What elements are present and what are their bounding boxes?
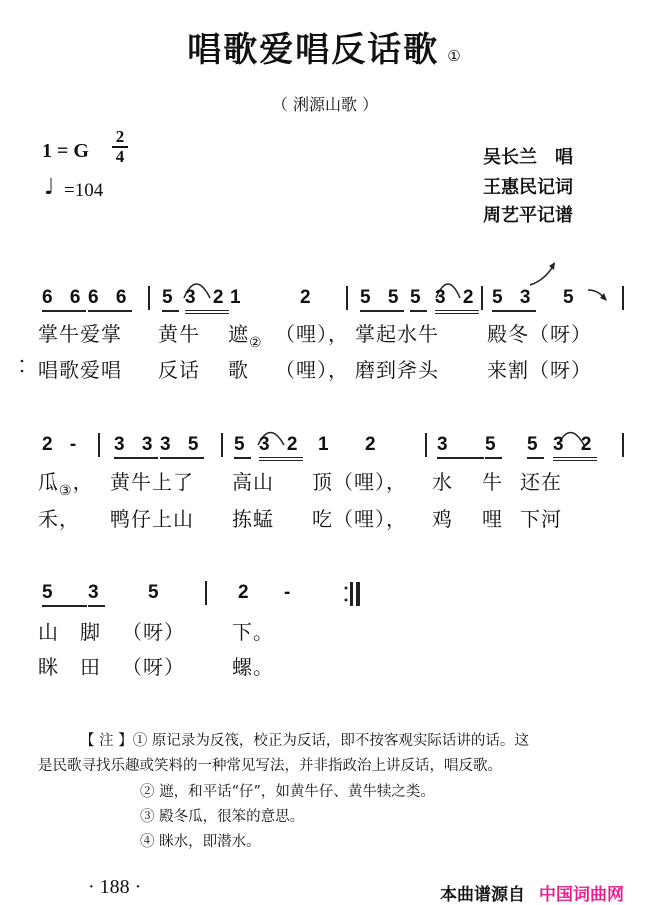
text: ② — [249, 335, 263, 351]
text: 遮 — [228, 322, 249, 346]
note-group: 5 — [162, 287, 179, 312]
text: ③ 殿冬瓜，很笨的意思。 — [140, 809, 305, 825]
barline — [148, 286, 150, 310]
note-group: 3 2 — [553, 434, 597, 461]
lyric: 下。 — [232, 620, 274, 644]
note-group: 6 6 — [42, 287, 86, 312]
barline — [622, 433, 624, 457]
lyric: 还在 — [520, 470, 562, 494]
text: ③ — [59, 483, 73, 499]
key-signature: 1 = G — [42, 140, 89, 162]
text: 【 注 】① 原记录为反筏，校正为反话，即不按客观实际话讲的话。这 — [80, 733, 529, 749]
lyric: 歌 — [228, 358, 249, 382]
lyric: 鸡 — [432, 507, 453, 531]
lyric: 拣蜢 — [232, 507, 274, 531]
lyric: （哩）， — [275, 358, 349, 382]
credit-score: 周艺平记谱 — [483, 205, 573, 226]
lyric: 唱歌爱唱 — [38, 358, 122, 382]
note-group: 2 — [238, 582, 255, 603]
subtitle: （ 浰源山歌 ） — [271, 95, 379, 114]
lyric: 鸭仔上山 — [110, 507, 194, 531]
note-group: 2 — [300, 287, 317, 308]
note-group: 5 3 — [492, 287, 536, 312]
text: 4 — [112, 146, 128, 166]
note-group: 5 5 — [360, 287, 404, 312]
barline — [425, 433, 427, 457]
lyric: 来割（呀） — [487, 358, 592, 382]
note-group: 5 — [42, 582, 87, 607]
text: 唱歌爱唱反话歌 — [187, 30, 440, 70]
lyric: 黄牛 — [158, 322, 200, 346]
barline — [622, 286, 624, 310]
barline — [481, 286, 483, 310]
note-group: 5 — [148, 582, 165, 603]
note-group: 2 — [365, 434, 382, 455]
lyric: 高山 — [232, 470, 274, 494]
text: ， — [72, 470, 94, 494]
note-group: 5 — [234, 434, 251, 459]
barline — [346, 286, 348, 310]
lyric: （哩）， — [275, 322, 349, 346]
barline — [205, 581, 207, 605]
text: 2 — [115, 127, 125, 146]
tempo: =104 — [64, 180, 104, 201]
lyric: 黄牛上了 — [110, 470, 194, 494]
quarter-note-icon: ♩ — [44, 175, 55, 200]
note-group: - — [284, 582, 297, 603]
credit-lyrics: 王惠民记词 — [483, 177, 573, 198]
lyric: 磨到斧头 — [355, 358, 439, 382]
note-group: 6 6 — [88, 287, 132, 312]
lyric: 掌起水牛 — [355, 322, 439, 346]
lyric: 脚 — [80, 620, 101, 644]
lyric: 眯 — [38, 655, 59, 679]
page-number: · 188 · — [88, 876, 142, 898]
note-group: 1 — [230, 287, 247, 308]
lyric: （呀） — [122, 655, 185, 679]
lyric: 下河 — [520, 507, 562, 531]
text: 是民歌寻找乐趣或笑料的一种常见写法，并非指政治上讲反话，唱反歌。 — [38, 758, 502, 774]
note-group: 3 2 — [435, 287, 479, 314]
lyric: （呀） — [122, 620, 185, 644]
lyric: 山 — [38, 620, 59, 644]
lyric: 禾， — [38, 507, 80, 531]
note-group: 1 — [318, 434, 335, 455]
note-group: 5 — [485, 434, 502, 459]
barline — [221, 433, 223, 457]
lyric: 反话 — [158, 358, 200, 382]
text: 本曲谱源自 — [440, 885, 525, 905]
lyric: 殿冬（呀） — [487, 322, 592, 346]
note-group: 3 — [88, 582, 105, 607]
lyric: 顶（哩）， — [312, 470, 407, 494]
note-group: 2 - — [42, 434, 83, 455]
note-group: 3 2 — [185, 287, 229, 314]
source-watermark — [440, 880, 624, 905]
text: ② 遮，和平话“仔”，如黄牛仔、黄牛犊之类。 — [140, 784, 435, 800]
note-group: 3 3 — [114, 434, 158, 459]
note-group: 5 — [563, 287, 580, 308]
lyric: 螺。 — [232, 655, 274, 679]
barline — [98, 433, 100, 457]
lyric: 水 — [432, 470, 453, 494]
credit-singer: 吴长兰 唱 — [483, 147, 573, 168]
footnote-mark: ① — [447, 47, 463, 65]
lyric: 吃（哩）， — [312, 507, 407, 531]
note-group: 5 — [527, 434, 544, 459]
lyric: 田 — [80, 655, 101, 679]
lyric: 牛 — [482, 470, 503, 494]
note-group: 3 2 — [259, 434, 303, 461]
note-group: 3 — [437, 434, 484, 459]
brand-link[interactable]: 中国词曲网 — [539, 885, 624, 905]
note-group: 3 5 — [160, 434, 204, 459]
note-group: 5 — [410, 287, 427, 312]
text: 瓜 — [38, 470, 59, 494]
text: ④ 眯水，即潜水。 — [140, 834, 261, 850]
lyric: 哩 — [482, 507, 503, 531]
lyric: 掌牛爱掌 — [38, 322, 122, 346]
